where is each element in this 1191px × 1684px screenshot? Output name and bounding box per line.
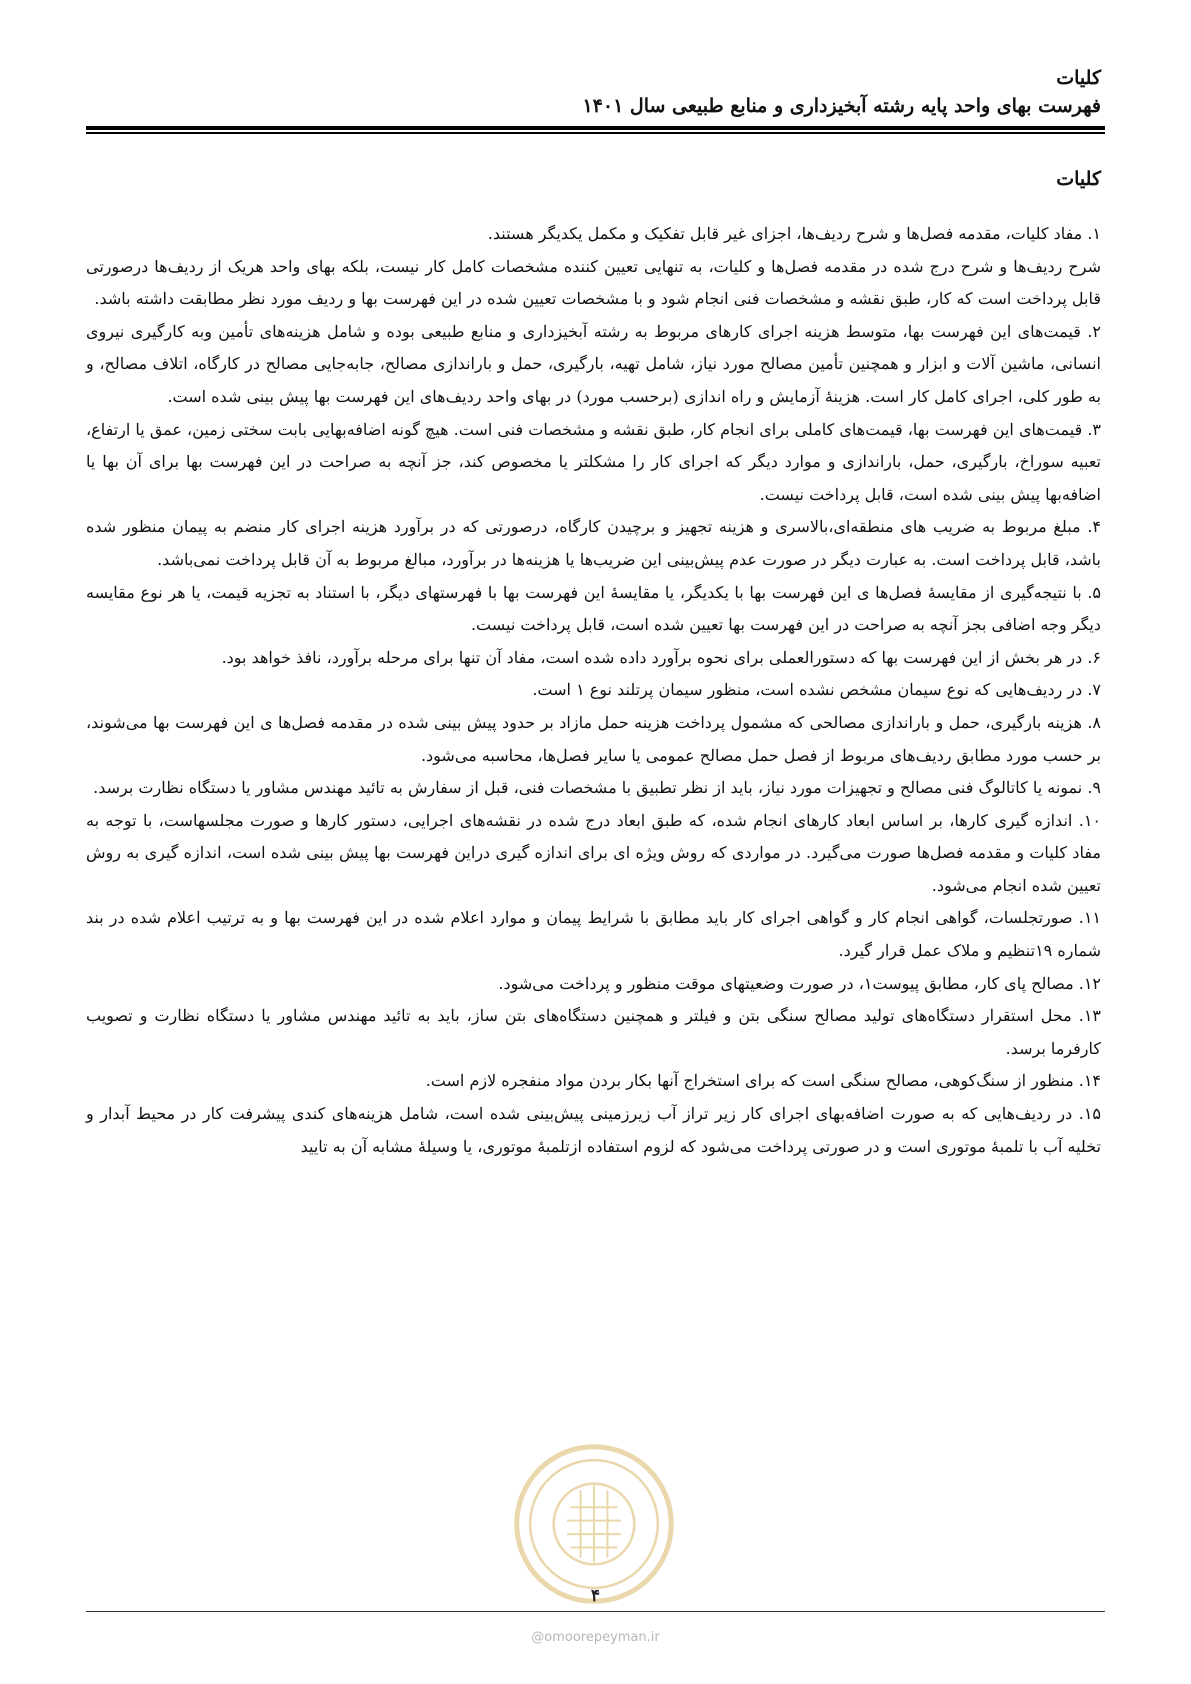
paragraph: ۲. قیمت‌های این فهرست بها، متوسط هزینه اجرای کارهای مربوط به رشته آبخیزداری و منابع طبیعی بوده و شامل هزینه‌های تأمین وبه کارگیری نیروی انسانی، ماشین آلات و ابزار و همچنین تأمین مصالح مورد نیاز، شامل تهیه، بارگیری، حمل و باراندازی مصالح، جابه‌جایی مصالح در کارگاه، اتلاف مصالح، و به طور کلی، اجرای کامل کار است. هزینهٔ آزمایش و راه اندازی (برحسب مورد) در بهای واحد ردیف‌های این فهرست بها پیش بینی شده است. [86,321,1102,406]
paragraph: ۸. هزینه بارگیری، حمل و باراندازی مصالحی که مشمول پرداخت هزینه حمل مازاد بر حدود پیش بینی شده در مقدمه فصل‌ها ی این فهرست بها می‌شوند، بر حسب مورد مطابق ردیف‌های مربوط از فصل حمل مصالح عمومی یا سایر فصل‌ها، محاسبه می‌شود. [86,712,1101,765]
body-text [86,218,1101,1163]
paragraph: ۳. قیمت‌های این فهرست بها، قیمت‌های کاملی برای انجام کار، طبق نقشه و مشخصات فنی است. هیچ گونه اضافه‌بهایی بابت سختی زمین، عمق یا ارتفاع، تعبیه سوراخ، بارگیری، حمل، باراندازی و موارد دیگر که اجرای کار را مشکلتر یا مخصوص کند، جز آنچه به صراحت در این فهرست بها برای آن بها یا اضافه‌بها پیش بینی شده است، قابل پرداخت نیست. [86,419,1102,504]
paragraph: ۵. با نتیجه‌گیری از مقایسهٔ فصل‌ها ی این فهرست بها با یکدیگر، یا مقایسهٔ این فهرست بها با فهرستهای دیگر، با استناد به تجزیه قیمت، یا هر نوع مقایسه دیگر وجه اضافی بجز آنچه به صراحت در این فهرست بها تعیین شده است، قابل پرداخت نیست. [86,582,1101,635]
paragraph: ۶. در هر بخش از این فهرست بها که دستورالعملی برای نحوه برآورد داده شده است، مفاد آن تنها برای مرحله برآورد، نافذ خواهد بود. [221,647,1101,667]
header-rule-thick [86,126,1105,130]
header-title: کلیات [1056,67,1101,89]
header-subtitle: فهرست بهای واحد پایه رشته آبخیزداری و منابع طبیعی سال ۱۴۰۱ [582,95,1101,117]
paragraph: ۱۰. اندازه گیری کارها، بر اساس ابعاد کارهای انجام شده، که طبق ابعاد درج شده در نقشه‌های اجرایی، دستور کارها و صورت مجلسهاست، با توجه به مفاد کلیات و مقدمه فصل‌ها صورت می‌گیرد. در مواردی که روش ویژه ای برای اندازه گیری دراین فهرست بها پیش بینی شده است، اندازه گیری به روش تعیین شده انجام می‌شود. [86,810,1101,895]
paragraph: شرح ردیف‌ها و شرح درج شده در مقدمه فصل‌ها و کلیات، به تنهایی تعیین کننده مشخصات کامل کار نیست، بلکه بهای واحد هریک از ردیف‌ها درصورتی قابل پرداخت است که کار، طبق نقشه و مشخصات فنی انجام شود و با مشخصات تعیین شده در این فهرست بها و ردیف مورد نظر مطابقت داشته باشد. [86,256,1101,309]
paragraph: ۱۱. صورتجلسات، گواهی انجام کار و گواهی اجرای کار باید مطابق با شرایط پیمان و موارد اعلام شده در این فهرست بها و به ترتیب اعلام شده در بند شماره ۱۹تنظیم و ملاک عمل قرار گیرد. [86,908,1101,961]
paragraph: ۷. در ردیف‌هایی که نوع سیمان مشخص نشده است، منظور سیمان پرتلند نوع ۱ است. [532,680,1101,700]
footer-rule [86,1611,1105,1612]
paragraph: ۱۵. در ردیف‌هایی که به صورت اضافه‌بهای اجرای کار زیر تراز آب زیرزمینی پیش‌بینی شده است، شامل هزینه‌های کندی پیشرفت کار در محیط آبدار و تخلیه آب با تلمبهٔ موتوری است و در صورتی پرداخت می‌شود که لزوم استفاده ازتلمبهٔ موتوری، یا وسیلهٔ مشابه آن به تایید [86,1104,1101,1156]
paragraph: ۱۲. مصالح پای کار، مطابق پیوست۱، در صورت وضعیتهای موقت منظور و پرداخت می‌شود. [498,973,1101,993]
header-rule-thin [86,132,1105,134]
paragraph: ۱۴. منظور از سنگ‌کوهی، مصالح سنگی است که برای استخراج آنها بکار بردن مواد منفجره لازم است. [425,1071,1101,1091]
paragraph: ۴. مبلغ مربوط به ضریب های منطقه‌ای،بالاسری و هزینه تجهیز و برچیدن کارگاه، درصورتی که در برآورد هزینه اجرای کار منضم به پیمان منظور شده باشد، قابل پرداخت است. به عبارت دیگر در صورت عدم پیش‌بینی این ضریب‌ها یا هزینه‌ها در برآورد، مبالغ مربوط به آن قابل پرداخت نمی‌باشد. [86,517,1101,569]
paragraph: ۱۳. محل استقرار دستگاه‌های تولید مصالح سنگی بتن و فیلتر و همچنین دستگاه‌های بتن ساز، باید به تائید مهندس مشاور یا دستگاه نظارت و تصویب کارفرما برسد. [86,1006,1101,1058]
watermark-url: @omoorepeyman.ir [531,1630,660,1645]
page-number: ۴ [590,1586,601,1606]
section-title: کلیات [1056,168,1101,190]
paragraph: ۱. مفاد کلیات، مقدمه فصل‌ها و شرح ردیف‌ها، اجزای غیر قابل تفکیک و مکمل یکدیگر هستند. [487,224,1101,243]
page-header [582,64,1101,120]
seal-logo-icon [510,1440,678,1608]
paragraph: ۹. نمونه یا کاتالوگ فنی مصالح و تجهیزات مورد نیاز، باید از نظر تطبیق با مشخصات فنی، قبل از سفارش به تائید مهندس مشاور یا دستگاه نظارت برسد. [93,778,1101,798]
